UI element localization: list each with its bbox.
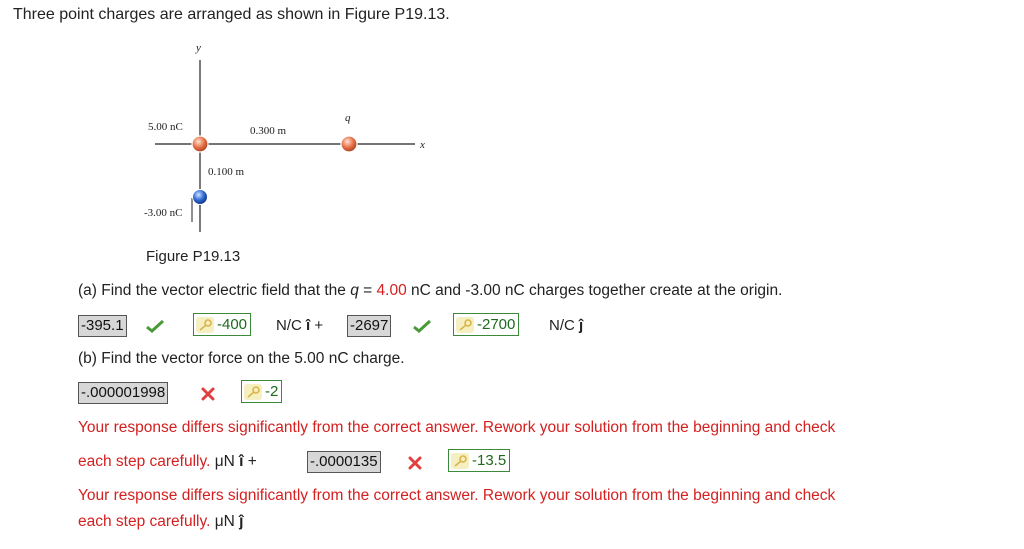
part-b-question: (b) Find the vector force on the 5.00 nC charge. xyxy=(78,350,405,367)
i-hat: î xyxy=(306,317,311,334)
unit-i-text: μN xyxy=(214,453,240,470)
part-a-unit-i xyxy=(276,317,323,334)
j-hat: ĵ xyxy=(239,513,244,530)
charge-neg3nc-marker xyxy=(193,190,208,205)
key-icon xyxy=(244,384,262,400)
key-icon xyxy=(456,317,474,333)
part-a-unit-j xyxy=(549,317,583,334)
cross-icon xyxy=(408,456,422,470)
key-icon xyxy=(196,317,214,333)
unit-j-text: N/C xyxy=(549,317,579,334)
problem-title: Three point charges are arranged as shown in Figure P19.13. xyxy=(13,6,450,23)
unit-i-text: N/C xyxy=(276,317,306,334)
part-a-correct-i-box[interactable] xyxy=(193,313,251,336)
part-b-feedback-1-line2 xyxy=(78,453,257,471)
x-axis-label: x xyxy=(420,139,425,151)
q-value: 4.00 xyxy=(376,282,407,299)
part-b-feedback-1: Your response differs significantly from the correct answer. Rework your solution from the beginning and check xyxy=(78,419,836,436)
check-icon xyxy=(146,319,164,333)
charge-neg3nc-label: -3.00 nC xyxy=(144,207,183,219)
part-b-correct-i-value: -2 xyxy=(265,383,279,400)
equals-sign: = xyxy=(358,282,377,299)
figure-p19-13 xyxy=(0,0,520,245)
charge-q-label: q xyxy=(345,112,351,124)
distance-0100-label: 0.100 m xyxy=(208,166,245,178)
part-b-answer-i-field[interactable]: -.000001998 xyxy=(78,382,168,404)
j-hat: ĵ xyxy=(579,317,584,334)
part-b-correct-j-box[interactable] xyxy=(448,449,510,472)
part-a-question xyxy=(78,282,782,300)
part-a-correct-i-value: -400 xyxy=(217,316,248,333)
feedback-text: each step carefully. xyxy=(78,513,215,530)
q-symbol: q xyxy=(350,282,359,299)
y-axis-label: y xyxy=(196,42,201,54)
plus-sign: + xyxy=(247,453,257,470)
part-b-feedback-2: Your response differs significantly from the correct answer. Rework your solution from the beginning and check xyxy=(78,487,836,504)
cross-icon xyxy=(201,387,215,401)
part-a-correct-j-value: -2700 xyxy=(477,316,516,333)
key-icon xyxy=(451,453,469,469)
part-a-correct-j-box[interactable] xyxy=(453,313,519,336)
part-b-answer-j-field[interactable]: -.0000135 xyxy=(307,451,381,473)
part-a-answer-j-field[interactable]: -2697 xyxy=(347,315,391,337)
feedback-text: each step carefully. xyxy=(78,453,215,470)
charge-5nc-label: 5.00 nC xyxy=(148,121,183,133)
check-icon xyxy=(413,319,431,333)
distance-0300-label: 0.300 m xyxy=(250,125,287,137)
figure-caption: Figure P19.13 xyxy=(146,248,241,265)
charge-q-marker xyxy=(341,136,357,152)
part-a-question-pre: (a) Find the vector electric field that the xyxy=(78,282,351,299)
part-b-correct-i-box[interactable] xyxy=(241,380,282,403)
i-hat: î xyxy=(239,453,244,470)
plus-sign: + xyxy=(314,317,324,334)
part-b-correct-j-value: -13.5 xyxy=(472,452,507,469)
unit-j-text: μN xyxy=(214,513,240,530)
part-b-feedback-2-line2 xyxy=(78,513,243,531)
part-a-question-post: nC and -3.00 nC charges together create at the origin. xyxy=(406,282,783,299)
charge-5nc-marker xyxy=(192,136,208,152)
part-a-answer-i-field[interactable]: -395.1 xyxy=(78,315,127,337)
